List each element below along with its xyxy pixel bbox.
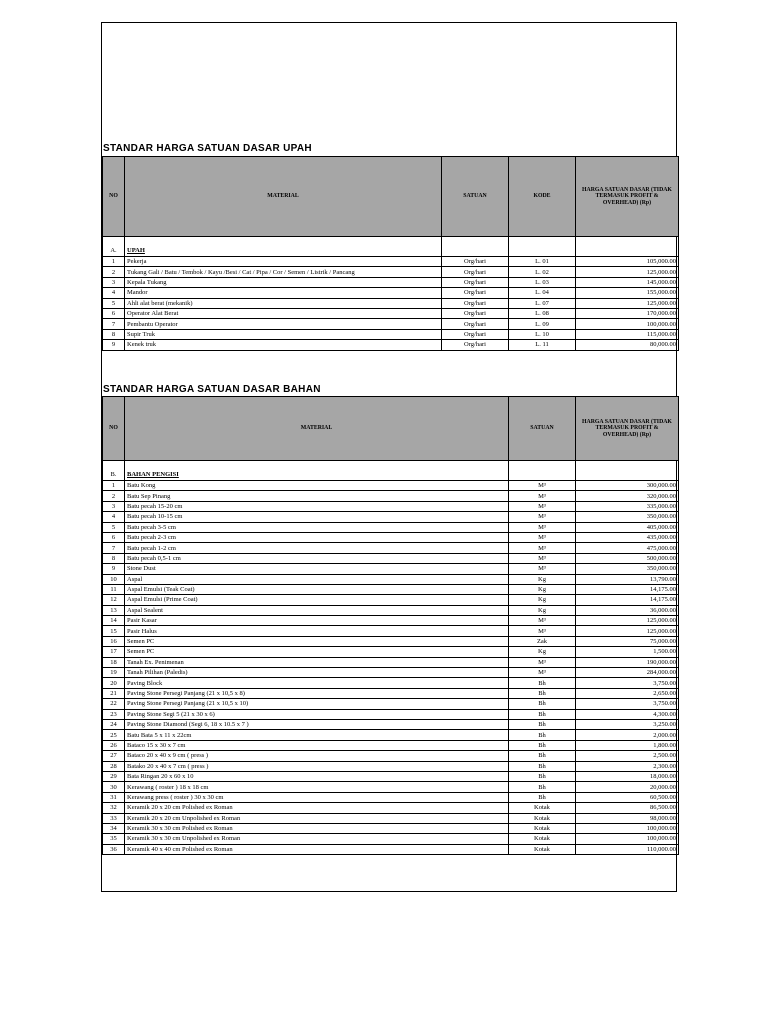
cell-no: 20: [103, 678, 125, 688]
cell-harga: 300,000.00: [576, 481, 679, 491]
table-row: [103, 844, 679, 854]
cell-satuan: Kg: [509, 595, 576, 605]
bahan-header-row: [103, 397, 679, 461]
cell-satuan: Kg: [509, 647, 576, 657]
empty-cell: [576, 237, 679, 257]
cell-material: Bata Ringan 20 x 60 x 10: [125, 771, 509, 781]
cell-no: 7: [103, 319, 125, 329]
cell-satuan: Kotak: [509, 823, 576, 833]
table-row: [103, 813, 679, 823]
cell-material: Aspal: [125, 574, 509, 584]
cell-satuan: Org/hari: [442, 277, 509, 287]
cell-harga: 435,000.00: [576, 532, 679, 542]
cell-satuan: Org/hari: [442, 257, 509, 267]
cell-satuan: Org/hari: [442, 319, 509, 329]
cell-no: 10: [103, 574, 125, 584]
cell-satuan: M³: [509, 564, 576, 574]
cell-harga: 190,000.00: [576, 657, 679, 667]
cell-harga: 125,000.00: [576, 298, 679, 308]
cell-no: 36: [103, 844, 125, 854]
cell-harga: 80,000.00: [576, 340, 679, 350]
cell-material: Ahli alat berat (mekanik): [125, 298, 442, 308]
cell-no: 21: [103, 688, 125, 698]
cell-harga: 1,800.00: [576, 740, 679, 750]
cell-kode: L. 10: [509, 329, 576, 339]
cell-harga: 86,500.00: [576, 803, 679, 813]
cell-no: 6: [103, 308, 125, 318]
cell-no: 33: [103, 813, 125, 823]
table-row: [103, 605, 679, 615]
cell-kode: L. 08: [509, 308, 576, 318]
cell-material: Pekerja: [125, 257, 442, 267]
cell-harga: 100,000.00: [576, 319, 679, 329]
table-row: [103, 771, 679, 781]
cell-satuan: Kg: [509, 584, 576, 594]
table-row: [103, 267, 679, 277]
cell-satuan: Org/hari: [442, 267, 509, 277]
cell-harga: 4,300.00: [576, 709, 679, 719]
cell-no: 35: [103, 834, 125, 844]
table-row: [103, 329, 679, 339]
cell-no: 13: [103, 605, 125, 615]
cell-material: Batu Sep Pinang: [125, 491, 509, 501]
cell-material: Paving Stone Persegi Panjang (21 x 10,5 x 10): [125, 699, 509, 709]
cell-satuan: M³: [509, 491, 576, 501]
cell-harga: 100,000.00: [576, 823, 679, 833]
cell-material: Stone Dust: [125, 564, 509, 574]
cell-no: 32: [103, 803, 125, 813]
cell-material: Supir Truk: [125, 329, 442, 339]
cell-satuan: Bh: [509, 730, 576, 740]
cell-no: 16: [103, 636, 125, 646]
cell-satuan: M³: [509, 532, 576, 542]
cell-harga: 3,250.00: [576, 719, 679, 729]
cell-harga: 18,000.00: [576, 771, 679, 781]
spreadsheet-page: [101, 22, 677, 892]
cell-material: Kepala Tukang: [125, 277, 442, 287]
upah-table: [102, 156, 679, 351]
cell-harga: 500,000.00: [576, 553, 679, 563]
cell-no: 2: [103, 267, 125, 277]
cell-material: Pasir Kasar: [125, 616, 509, 626]
header-kode: KODE: [509, 157, 576, 237]
cell-satuan: Zak: [509, 636, 576, 646]
cell-satuan: Kotak: [509, 844, 576, 854]
cell-no: 8: [103, 553, 125, 563]
cell-harga: 36,000.00: [576, 605, 679, 615]
cell-material: Bataco 20 x 40 x 9 cm ( press ): [125, 751, 509, 761]
cell-material: Keramik 30 x 30 cm Unpolished ex Roman: [125, 834, 509, 844]
cell-no: 12: [103, 595, 125, 605]
cell-harga: 105,000.00: [576, 257, 679, 267]
cell-material: Paving Stone Diamond (Segi 6, 18 x 10.5 x 7 ): [125, 719, 509, 729]
cell-no: 9: [103, 340, 125, 350]
cell-material: Pasir Halus: [125, 626, 509, 636]
cell-harga: 2,650.00: [576, 688, 679, 698]
cell-harga: 75,000.00: [576, 636, 679, 646]
cell-material: Paving Stone Persegi Panjang (21 x 10,5 x 8): [125, 688, 509, 698]
cell-satuan: Org/hari: [442, 288, 509, 298]
cell-no: 22: [103, 699, 125, 709]
cell-satuan: Kg: [509, 605, 576, 615]
cell-material: Batu Bata 5 x 11 x 22cm: [125, 730, 509, 740]
cell-material: Pembantu Operator: [125, 319, 442, 329]
cell-satuan: M³: [509, 481, 576, 491]
cell-satuan: M³: [509, 512, 576, 522]
cell-no: 27: [103, 751, 125, 761]
cell-satuan: M³: [509, 553, 576, 563]
bahan-table-title: STANDAR HARGA SATUAN DASAR BAHAN: [103, 384, 321, 395]
cell-no: 5: [103, 522, 125, 532]
cell-harga: 125,000.00: [576, 626, 679, 636]
cell-kode: L. 02: [509, 267, 576, 277]
cell-no: 30: [103, 782, 125, 792]
table-row: [103, 257, 679, 267]
cell-material: Paving Block: [125, 678, 509, 688]
cell-material: Kerawang ( roster ) 18 x 18 cm: [125, 782, 509, 792]
cell-material: Batako 20 x 40 x 7 cm ( press ): [125, 761, 509, 771]
cell-kode: L. 03: [509, 277, 576, 287]
cell-satuan: Org/hari: [442, 329, 509, 339]
empty-cell: [576, 461, 679, 481]
cell-material: Batu pecah 2-3 cm: [125, 532, 509, 542]
cell-no: 19: [103, 668, 125, 678]
cell-harga: 14,175.00: [576, 595, 679, 605]
cell-satuan: Bh: [509, 688, 576, 698]
upah-table-title: STANDAR HARGA SATUAN DASAR UPAH: [103, 143, 312, 154]
table-row: [103, 584, 679, 594]
cell-no: 28: [103, 761, 125, 771]
cell-material: Paving Stone Segi 5 (21 x 30 x 6): [125, 709, 509, 719]
cell-satuan: Bh: [509, 792, 576, 802]
cell-no: 3: [103, 277, 125, 287]
cell-satuan: M³: [509, 501, 576, 511]
table-row: [103, 626, 679, 636]
cell-kode: L. 04: [509, 288, 576, 298]
cell-no: 14: [103, 616, 125, 626]
table-row: [103, 564, 679, 574]
table-row: [103, 481, 679, 491]
header-harga: HARGA SATUAN DASAR (TIDAK TERMASUK PROFIT & OVERHEAD) (Rp): [576, 397, 679, 461]
cell-no: 3: [103, 501, 125, 511]
cell-no: 6: [103, 532, 125, 542]
cell-material: Semen PC: [125, 647, 509, 657]
cell-satuan: Bh: [509, 751, 576, 761]
cell-satuan: Kg: [509, 574, 576, 584]
section-label: UPAH: [125, 237, 442, 257]
cell-no: 23: [103, 709, 125, 719]
header-satuan: SATUAN: [442, 157, 509, 237]
cell-harga: 1,500.00: [576, 647, 679, 657]
cell-material: Aspal Emulsi (Prime Coat): [125, 595, 509, 605]
cell-harga: 155,000.00: [576, 288, 679, 298]
cell-satuan: M³: [509, 626, 576, 636]
table-row: [103, 678, 679, 688]
table-row: [103, 574, 679, 584]
table-row: [103, 616, 679, 626]
table-row: [103, 553, 679, 563]
header-material: MATERIAL: [125, 157, 442, 237]
cell-harga: 100,000.00: [576, 834, 679, 844]
cell-material: Tukang Gali / Batu / Tembok / Kayu /Besi / Cat / Pipa / Cor / Semen / Listrik / Pancang: [125, 267, 442, 277]
cell-material: Batu pecah 0,5-1 cm: [125, 553, 509, 563]
bahan-rows: [103, 481, 679, 855]
table-row: [103, 288, 679, 298]
table-row: [103, 512, 679, 522]
header-no: NO: [103, 157, 125, 237]
table-row: [103, 688, 679, 698]
table-row: [103, 719, 679, 729]
table-row: [103, 595, 679, 605]
cell-harga: 13,790.00: [576, 574, 679, 584]
cell-harga: 145,000.00: [576, 277, 679, 287]
cell-material: Semen PC: [125, 636, 509, 646]
cell-harga: 125,000.00: [576, 616, 679, 626]
table-row: [103, 834, 679, 844]
upah-rows: [103, 257, 679, 351]
cell-satuan: Org/hari: [442, 340, 509, 350]
cell-harga: 2,000.00: [576, 730, 679, 740]
cell-no: 1: [103, 481, 125, 491]
cell-harga: 115,000.00: [576, 329, 679, 339]
table-row: [103, 501, 679, 511]
cell-satuan: Kotak: [509, 803, 576, 813]
table-row: [103, 647, 679, 657]
empty-cell: [509, 461, 576, 481]
table-row: [103, 522, 679, 532]
cell-material: Keramik 20 x 20 cm Polished ex Roman: [125, 803, 509, 813]
cell-satuan: Bh: [509, 771, 576, 781]
header-material: MATERIAL: [125, 397, 509, 461]
cell-no: 9: [103, 564, 125, 574]
cell-material: Tanah Pilihan (Paledis): [125, 668, 509, 678]
table-row: [103, 657, 679, 667]
cell-harga: 2,300.00: [576, 761, 679, 771]
cell-material: Batu pecah 1-2 cm: [125, 543, 509, 553]
empty-cell: [442, 237, 509, 257]
cell-harga: 60,500.00: [576, 792, 679, 802]
section-row-upah: [103, 237, 679, 257]
cell-satuan: M³: [509, 668, 576, 678]
cell-satuan: Bh: [509, 761, 576, 771]
cell-harga: 405,000.00: [576, 522, 679, 532]
cell-harga: 350,000.00: [576, 564, 679, 574]
cell-no: 4: [103, 512, 125, 522]
cell-no: 2: [103, 491, 125, 501]
cell-material: Aspal Emulsi (Teak Coat): [125, 584, 509, 594]
cell-kode: L. 07: [509, 298, 576, 308]
upah-header-row: [103, 157, 679, 237]
cell-material: Operator Alat Berat: [125, 308, 442, 318]
cell-material: Keramik 20 x 20 cm Unpolished ex Roman: [125, 813, 509, 823]
cell-no: 26: [103, 740, 125, 750]
cell-no: 8: [103, 329, 125, 339]
header-no: NO: [103, 397, 125, 461]
table-row: [103, 792, 679, 802]
table-row: [103, 308, 679, 318]
table-row: [103, 823, 679, 833]
cell-satuan: Bh: [509, 719, 576, 729]
bahan-table: [102, 396, 679, 855]
cell-no: 18: [103, 657, 125, 667]
cell-material: Tanah Ex. Penimenan: [125, 657, 509, 667]
cell-satuan: Bh: [509, 678, 576, 688]
cell-satuan: Kotak: [509, 834, 576, 844]
table-row: [103, 277, 679, 287]
cell-material: Bataco 15 x 30 x 7 cm: [125, 740, 509, 750]
cell-harga: 125,000.00: [576, 267, 679, 277]
cell-material: Batu pecah 3-5 cm: [125, 522, 509, 532]
cell-satuan: Org/hari: [442, 308, 509, 318]
cell-no: 24: [103, 719, 125, 729]
section-letter: B.: [103, 461, 125, 481]
cell-satuan: Kotak: [509, 813, 576, 823]
cell-satuan: Bh: [509, 782, 576, 792]
table-row: [103, 751, 679, 761]
table-row: [103, 730, 679, 740]
cell-no: 17: [103, 647, 125, 657]
cell-satuan: M³: [509, 522, 576, 532]
cell-material: Batu pecah 10-15 cm: [125, 512, 509, 522]
cell-satuan: M³: [509, 657, 576, 667]
cell-material: Kenek truk: [125, 340, 442, 350]
cell-satuan: Org/hari: [442, 298, 509, 308]
cell-harga: 284,000.00: [576, 668, 679, 678]
table-row: [103, 668, 679, 678]
cell-no: 7: [103, 543, 125, 553]
cell-harga: 335,000.00: [576, 501, 679, 511]
cell-harga: 350,000.00: [576, 512, 679, 522]
cell-no: 29: [103, 771, 125, 781]
cell-harga: 170,000.00: [576, 308, 679, 318]
table-row: [103, 340, 679, 350]
cell-satuan: M³: [509, 543, 576, 553]
cell-kode: L. 11: [509, 340, 576, 350]
table-row: [103, 782, 679, 792]
section-label: BAHAN PENGISI: [125, 461, 509, 481]
cell-material: Keramik 40 x 40 cm Polished ex Roman: [125, 844, 509, 854]
section-letter: A.: [103, 237, 125, 257]
cell-no: 31: [103, 792, 125, 802]
cell-harga: 3,750.00: [576, 678, 679, 688]
cell-kode: L. 09: [509, 319, 576, 329]
table-row: [103, 319, 679, 329]
header-satuan: SATUAN: [509, 397, 576, 461]
cell-material: Batu pecah 15-20 cm: [125, 501, 509, 511]
cell-no: 34: [103, 823, 125, 833]
cell-harga: 320,000.00: [576, 491, 679, 501]
table-row: [103, 543, 679, 553]
cell-satuan: Bh: [509, 740, 576, 750]
table-row: [103, 709, 679, 719]
cell-satuan: Bh: [509, 709, 576, 719]
cell-satuan: Bh: [509, 699, 576, 709]
section-row-bahan: [103, 461, 679, 481]
cell-material: Aspal Sealent: [125, 605, 509, 615]
empty-cell: [509, 237, 576, 257]
cell-harga: 98,000.00: [576, 813, 679, 823]
cell-satuan: M³: [509, 616, 576, 626]
cell-no: 4: [103, 288, 125, 298]
cell-no: 1: [103, 257, 125, 267]
table-row: [103, 532, 679, 542]
cell-kode: L. 01: [509, 257, 576, 267]
cell-no: 5: [103, 298, 125, 308]
cell-material: Keramik 30 x 30 cm Polished ex Roman: [125, 823, 509, 833]
cell-no: 15: [103, 626, 125, 636]
table-row: [103, 298, 679, 308]
table-row: [103, 761, 679, 771]
cell-no: 25: [103, 730, 125, 740]
cell-harga: 20,000.00: [576, 782, 679, 792]
cell-harga: 475,000.00: [576, 543, 679, 553]
cell-harga: 3,750.00: [576, 699, 679, 709]
cell-material: Batu Kong: [125, 481, 509, 491]
cell-material: Kerawang press ( roster ) 30 x 30 cm: [125, 792, 509, 802]
cell-no: 11: [103, 584, 125, 594]
table-row: [103, 491, 679, 501]
table-row: [103, 699, 679, 709]
cell-material: Mandor: [125, 288, 442, 298]
header-harga: HARGA SATUAN DASAR (TIDAK TERMASUK PROFIT & OVERHEAD) (Rp): [576, 157, 679, 237]
cell-harga: 14,175.00: [576, 584, 679, 594]
cell-harga: 110,000.00: [576, 844, 679, 854]
table-row: [103, 636, 679, 646]
cell-harga: 2,500.00: [576, 751, 679, 761]
table-row: [103, 740, 679, 750]
table-row: [103, 803, 679, 813]
